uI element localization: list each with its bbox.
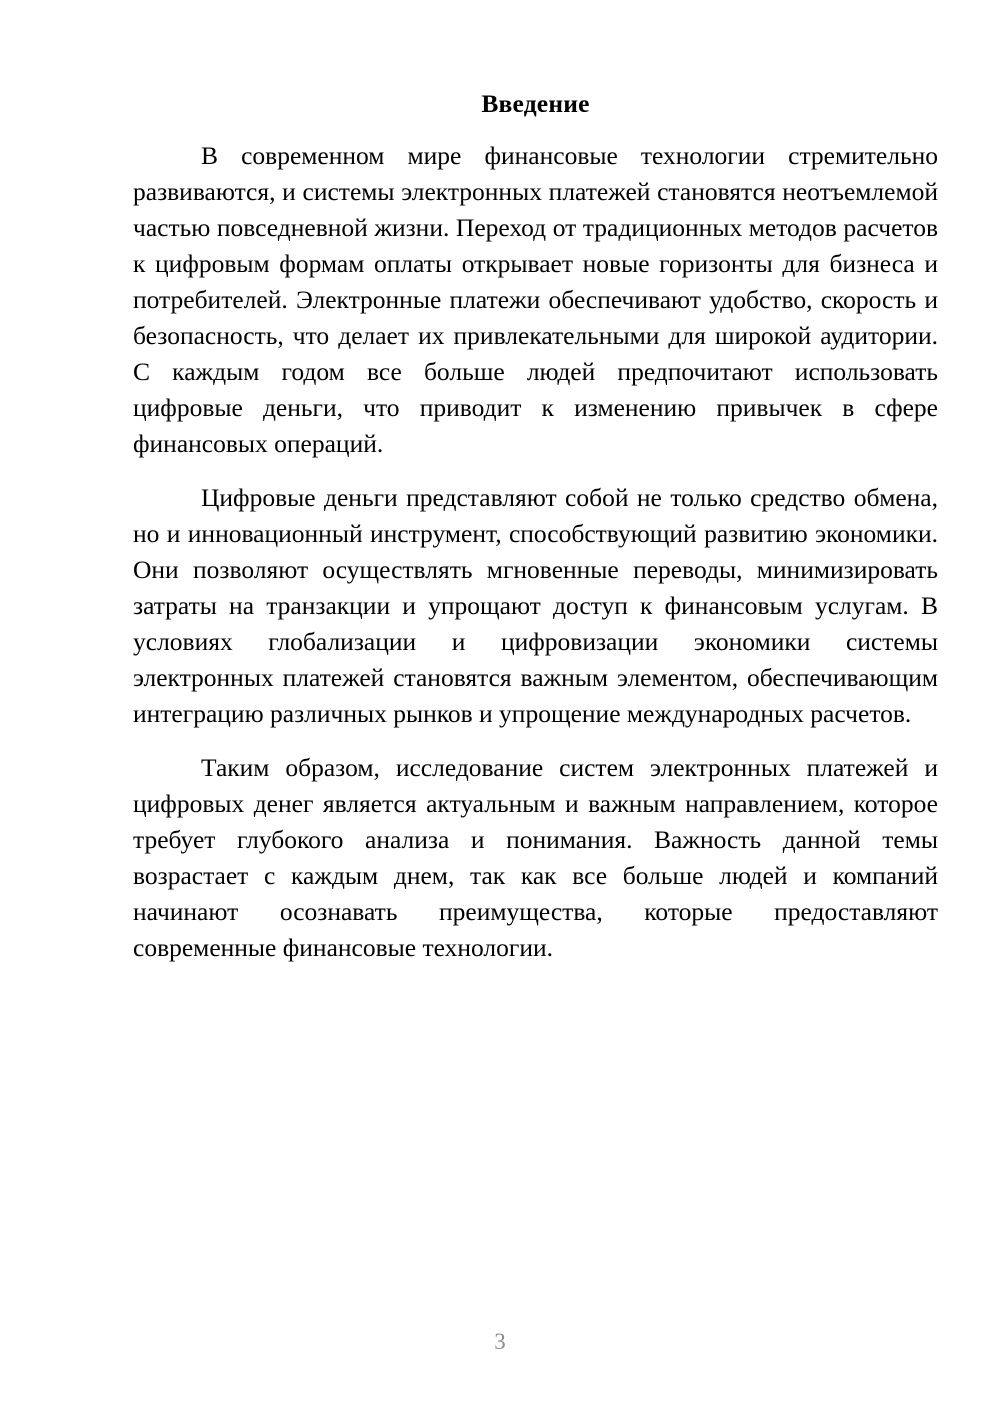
body-paragraph-2: Цифровые деньги представляют собой не только средство обмена, но и инновационный инструмент, способствующий развитию экономики. Они позволяют осуществлять мгновенные переводы, минимизировать затраты на транзакции и упрощают доступ к финансовым услугам. В условиях глобализации и цифровизации экономики системы электронных платежей становятся важным элементом, обеспечивающим интеграцию различных рынков и упрощение международных расчетов. bbox=[133, 483, 938, 728]
page-title: Введение bbox=[481, 89, 590, 118]
page-content bbox=[133, 86, 938, 966]
body-paragraph-1: В современном мире финансовые технологии стремительно развиваются, и системы электронных платежей становятся неотъемлемой частью повседневной жизни. Переход от традиционных методов расчетов к цифровым формам оплаты открывает новые горизонты для бизнеса и потребителей. Электронные платежи обеспечивают удобство, скорость и безопасность, что делает их привлекательными для широкой аудитории. С каждым годом все больше людей предпочитают использовать цифровые деньги, что приводит к изменению привычек в сфере финансовых операций. bbox=[133, 141, 938, 458]
page-number: 3 bbox=[494, 1329, 506, 1354]
body-paragraph-3: Таким образом, исследование систем электронных платежей и цифровых денег является актуальным и важным направлением, которое требует глубокого анализа и понимания. Важность данной темы возрастает с каждым днем, так как все больше людей и компаний начинают осознавать преимущества, которые предоставляют современные финансовые технологии. bbox=[133, 753, 938, 962]
